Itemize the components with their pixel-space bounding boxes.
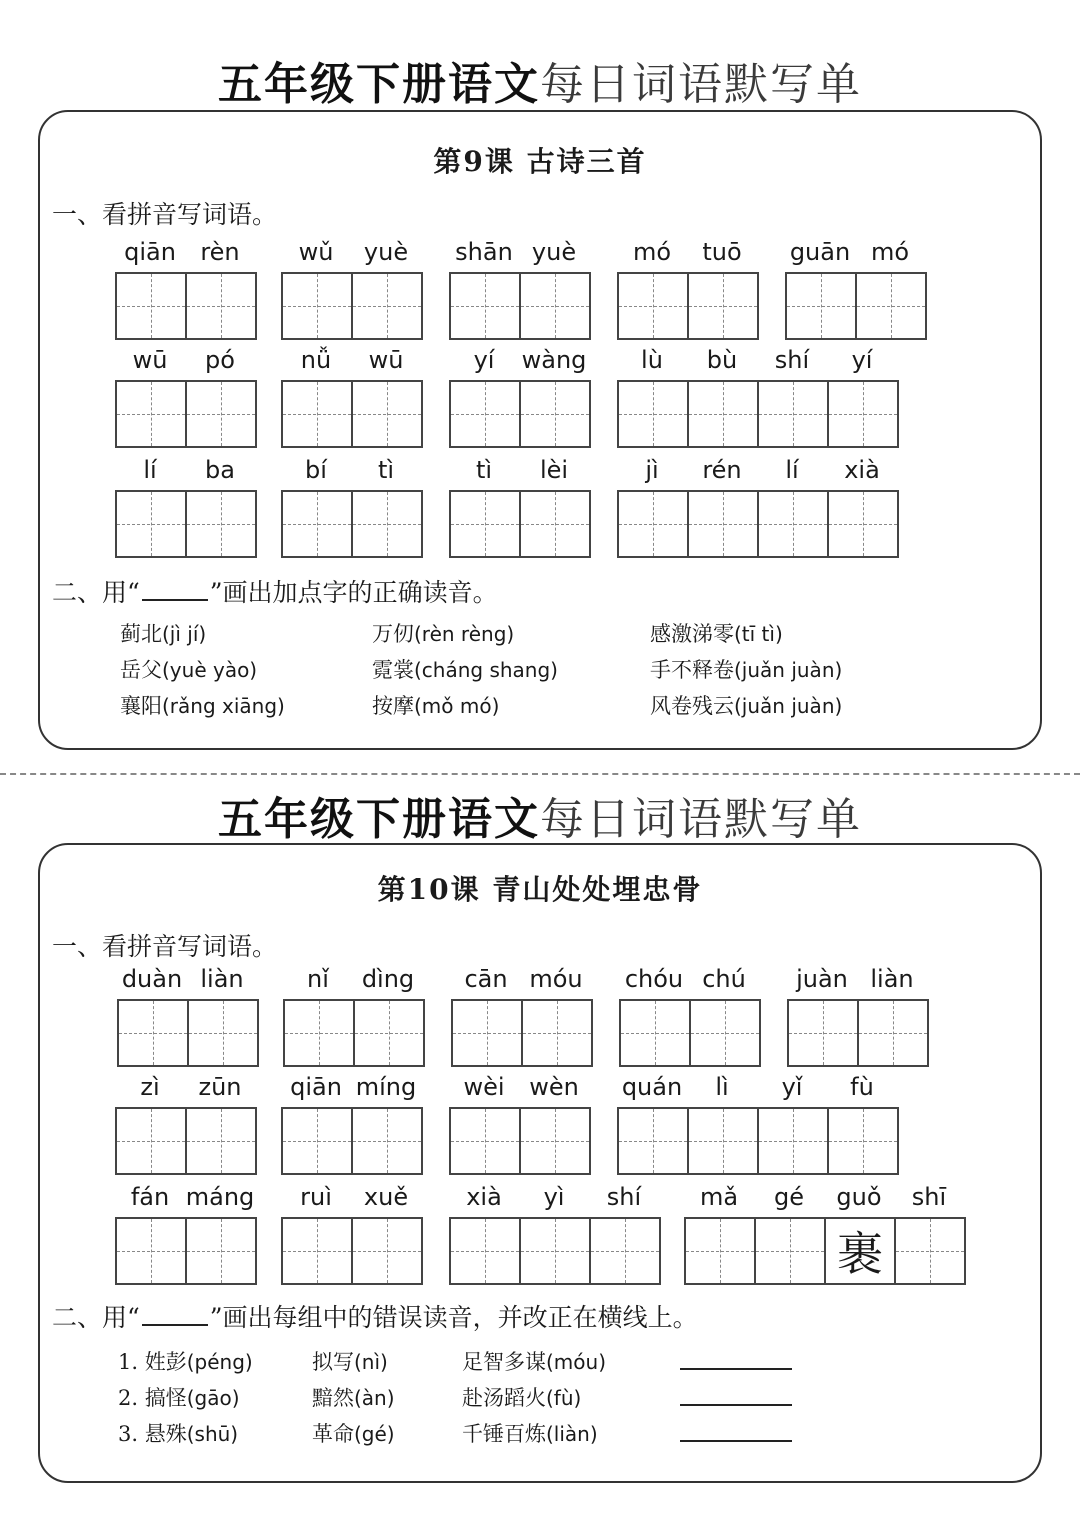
pinyin-syllable: bù xyxy=(706,346,738,374)
pinyin-syllable: quán xyxy=(621,1073,683,1101)
reading-item xyxy=(120,654,257,684)
pinyin-label xyxy=(281,1183,421,1213)
reading-item xyxy=(462,1418,598,1448)
writing-cell[interactable] xyxy=(829,1109,897,1173)
writing-cell[interactable] xyxy=(451,382,521,446)
answer-line[interactable] xyxy=(680,1404,792,1406)
writing-cell[interactable] xyxy=(187,382,255,446)
word-box xyxy=(281,456,423,558)
pinyin-syllable: tuō xyxy=(702,238,742,266)
word-box xyxy=(281,346,423,448)
pinyin-syllable: wèn xyxy=(529,1073,579,1101)
writing-cell[interactable] xyxy=(353,1219,421,1283)
pinyin-syllable: liàn xyxy=(870,965,914,993)
item-pinyin[interactable]: (gé) xyxy=(354,1422,395,1446)
word-box xyxy=(449,1073,591,1175)
writing-cell[interactable] xyxy=(689,274,757,338)
tianzige-grid xyxy=(617,490,899,558)
section-2-suffix: ”画出加点字的正确读音。 xyxy=(209,578,498,607)
item-word: 2. 搞怪 xyxy=(118,1386,187,1410)
filled-character: 裹 xyxy=(826,1219,894,1283)
pinyin-label xyxy=(449,238,589,268)
word-box xyxy=(451,965,593,1067)
pinyin-syllable: pó xyxy=(205,346,235,374)
pinyin-syllable: qiān xyxy=(290,1073,342,1101)
reading-item xyxy=(120,618,206,648)
writing-cell[interactable] xyxy=(119,1001,189,1065)
pinyin-syllable: shān xyxy=(455,238,513,266)
pinyin-syllable: tì xyxy=(475,456,493,484)
word-box xyxy=(115,238,257,340)
pinyin-syllable: nǚ xyxy=(300,346,332,374)
pinyin-syllable: fán xyxy=(130,1183,170,1211)
item-word: 按摩 xyxy=(372,694,414,718)
tianzige-grid xyxy=(449,490,591,558)
reading-item xyxy=(120,690,285,720)
tianzige-grid xyxy=(115,1107,257,1175)
tianzige-grid xyxy=(617,1107,899,1175)
pinyin-syllable: xià xyxy=(466,1183,502,1211)
writing-cell[interactable] xyxy=(521,1109,589,1173)
word-box xyxy=(281,1183,423,1285)
lesson-title-1: 第9课 古诗三首 xyxy=(433,145,647,178)
writing-cell[interactable] xyxy=(451,492,521,556)
writing-cell[interactable] xyxy=(619,274,689,338)
page-title-2 xyxy=(0,783,1080,847)
item-pinyin[interactable]: (juǎn juàn) xyxy=(734,694,843,718)
reading-item xyxy=(372,618,514,648)
tianzige-grid xyxy=(281,272,423,340)
word-box xyxy=(449,456,591,558)
pinyin-syllable: yuè xyxy=(363,238,409,266)
pinyin-syllable: bí xyxy=(305,456,327,484)
reading-item xyxy=(118,1382,240,1412)
pinyin-syllable: dìng xyxy=(361,965,415,993)
section-2-prefix: 二、用“ xyxy=(52,1303,140,1332)
tianzige-grid xyxy=(449,272,591,340)
reading-item xyxy=(462,1346,606,1376)
word-box xyxy=(617,1073,899,1175)
writing-cell[interactable] xyxy=(187,1109,255,1173)
writing-cell[interactable] xyxy=(355,1001,423,1065)
writing-cell[interactable] xyxy=(117,1109,187,1173)
pinyin-label xyxy=(617,456,897,486)
item-word: 万仞 xyxy=(372,622,414,646)
item-word: 赴汤蹈火 xyxy=(462,1386,546,1410)
tianzige-grid xyxy=(115,272,257,340)
pinyin-syllable: mó xyxy=(870,238,910,266)
writing-cell[interactable] xyxy=(521,492,589,556)
item-pinyin[interactable]: (cháng shang) xyxy=(414,658,558,682)
writing-cell[interactable] xyxy=(117,274,187,338)
word-box xyxy=(684,1183,966,1285)
writing-cell[interactable] xyxy=(689,492,759,556)
pinyin-syllable: guǒ xyxy=(836,1183,882,1211)
writing-cell[interactable] xyxy=(521,274,589,338)
tianzige-grid xyxy=(281,490,423,558)
reading-item xyxy=(650,654,842,684)
pinyin-syllable: rén xyxy=(702,456,742,484)
pinyin-syllable: wǔ xyxy=(298,238,334,266)
item-word: 革命 xyxy=(312,1422,354,1446)
item-pinyin[interactable]: (rǎng xiāng) xyxy=(162,694,285,718)
pinyin-syllable: lù xyxy=(641,346,663,374)
tianzige-grid xyxy=(449,380,591,448)
pinyin-label xyxy=(115,346,255,376)
writing-cell[interactable] xyxy=(451,1109,521,1173)
pinyin-syllable: gé xyxy=(774,1183,804,1211)
reading-item xyxy=(462,1382,581,1412)
reading-item xyxy=(312,1346,388,1376)
pinyin-syllable: tì xyxy=(377,456,395,484)
pinyin-syllable: lí xyxy=(785,456,799,484)
title-light: 每日词语默写单 xyxy=(540,59,862,110)
pinyin-syllable: fù xyxy=(850,1073,874,1101)
pinyin-syllable: mǎ xyxy=(699,1183,739,1211)
writing-cell[interactable] xyxy=(829,382,897,446)
word-box xyxy=(115,346,257,448)
word-box xyxy=(115,1183,257,1285)
item-pinyin[interactable]: (péng) xyxy=(186,1350,253,1374)
pinyin-label xyxy=(684,1183,964,1213)
pinyin-syllable: móu xyxy=(529,965,583,993)
pinyin-syllable: lì xyxy=(715,1073,729,1101)
item-pinyin[interactable]: (nì) xyxy=(354,1350,388,1374)
writing-cell[interactable] xyxy=(285,1001,355,1065)
tianzige-grid xyxy=(281,1107,423,1175)
pinyin-label xyxy=(449,1183,659,1213)
writing-cell[interactable] xyxy=(353,274,421,338)
item-pinyin[interactable]: (gāo) xyxy=(186,1386,240,1410)
pinyin-syllable: zì xyxy=(140,1073,160,1101)
pinyin-label xyxy=(617,1073,897,1103)
reading-item xyxy=(312,1418,395,1448)
pinyin-syllable: mó xyxy=(632,238,672,266)
pinyin-syllable: nǐ xyxy=(307,965,329,993)
tianzige-grid xyxy=(115,1217,257,1285)
tianzige-grid xyxy=(617,380,899,448)
word-box xyxy=(115,456,257,558)
tianzige-grid xyxy=(785,272,927,340)
pinyin-syllable: chóu xyxy=(624,965,684,993)
title-bold: 五年级下册语文 xyxy=(218,59,540,110)
pinyin-syllable: yì xyxy=(543,1183,565,1211)
pinyin-syllable: yǐ xyxy=(781,1073,803,1101)
title-light: 每日词语默写单 xyxy=(540,794,862,845)
section-2-suffix: ”画出每组中的错误读音，并改正在横线上。 xyxy=(209,1303,698,1332)
pinyin-syllable: máng xyxy=(185,1183,255,1211)
word-box xyxy=(115,1073,257,1175)
answer-line[interactable] xyxy=(680,1440,792,1442)
pinyin-syllable: shí xyxy=(774,346,810,374)
item-word: 足智多谋 xyxy=(462,1350,546,1374)
pinyin-syllable: duàn xyxy=(121,965,183,993)
cut-line xyxy=(0,773,1080,775)
item-pinyin[interactable]: (àn) xyxy=(354,1386,395,1410)
reading-item xyxy=(372,654,558,684)
reading-item xyxy=(312,1382,395,1412)
writing-cell[interactable] xyxy=(117,1219,187,1283)
writing-cell[interactable] xyxy=(521,1219,591,1283)
tianzige-grid xyxy=(281,1217,423,1285)
word-box xyxy=(117,965,259,1067)
writing-cell[interactable] xyxy=(523,1001,591,1065)
pinyin-syllable: guān xyxy=(789,238,851,266)
pinyin-syllable: yuè xyxy=(531,238,577,266)
writing-cell[interactable] xyxy=(189,1001,257,1065)
item-word: 霓裳 xyxy=(372,658,414,682)
writing-cell[interactable] xyxy=(691,1001,759,1065)
pinyin-syllable: zūn xyxy=(198,1073,242,1101)
item-pinyin[interactable]: (juǎn juàn) xyxy=(734,658,843,682)
pinyin-syllable: ba xyxy=(205,456,235,484)
writing-cell[interactable] xyxy=(117,492,187,556)
word-box xyxy=(617,456,899,558)
pinyin-label xyxy=(449,1073,589,1103)
pinyin-label xyxy=(785,238,925,268)
word-box xyxy=(619,965,761,1067)
pinyin-syllable: lèi xyxy=(539,456,569,484)
pinyin-syllable: xuě xyxy=(363,1183,409,1211)
pinyin-syllable: cān xyxy=(464,965,508,993)
writing-cell[interactable] xyxy=(619,492,689,556)
writing-cell[interactable] xyxy=(857,274,925,338)
writing-cell[interactable] xyxy=(187,492,255,556)
pinyin-label xyxy=(117,965,257,995)
pinyin-syllable: ruì xyxy=(300,1183,332,1211)
writing-cell[interactable] xyxy=(689,382,759,446)
pinyin-label xyxy=(617,346,897,376)
writing-cell[interactable] xyxy=(283,1109,353,1173)
writing-cell[interactable] xyxy=(896,1219,964,1283)
tianzige-grid xyxy=(117,999,259,1067)
pinyin-syllable: míng xyxy=(355,1073,417,1101)
pinyin-syllable: chú xyxy=(702,965,746,993)
writing-cell[interactable] xyxy=(283,492,353,556)
item-pinyin[interactable]: (tī tì) xyxy=(734,622,783,646)
writing-cell[interactable] xyxy=(353,382,421,446)
writing-cell[interactable] xyxy=(453,1001,523,1065)
tianzige-grid xyxy=(449,1107,591,1175)
item-pinyin[interactable]: (mǒ mó) xyxy=(414,694,500,718)
section-2-heading xyxy=(52,573,498,609)
word-box xyxy=(617,346,899,448)
tianzige-grid xyxy=(283,999,425,1067)
writing-cell[interactable] xyxy=(187,274,255,338)
item-word: 感激涕零 xyxy=(650,622,734,646)
tianzige-grid xyxy=(619,999,761,1067)
item-pinyin[interactable]: (fù) xyxy=(546,1386,582,1410)
pinyin-syllable: wū xyxy=(132,346,168,374)
writing-cell[interactable] xyxy=(759,492,829,556)
pinyin-label xyxy=(115,1073,255,1103)
item-word: 3. 悬殊 xyxy=(118,1422,187,1446)
writing-cell[interactable] xyxy=(859,1001,927,1065)
writing-cell[interactable] xyxy=(591,1219,659,1283)
writing-cell[interactable] xyxy=(451,1219,521,1283)
writing-cell[interactable] xyxy=(826,1219,896,1283)
pinyin-label xyxy=(449,346,589,376)
pinyin-syllable: shī xyxy=(911,1183,947,1211)
writing-cell[interactable] xyxy=(619,1109,689,1173)
pinyin-syllable: lí xyxy=(143,456,157,484)
writing-cell[interactable] xyxy=(521,382,589,446)
pinyin-label xyxy=(281,456,421,486)
tianzige-grid xyxy=(787,999,929,1067)
underline-sample xyxy=(142,599,208,601)
pinyin-syllable: jì xyxy=(645,456,659,484)
pinyin-syllable: xià xyxy=(844,456,880,484)
word-box xyxy=(281,238,423,340)
writing-cell[interactable] xyxy=(829,492,897,556)
item-word: 千锤百炼 xyxy=(462,1422,546,1446)
item-pinyin[interactable]: (rèn rèng) xyxy=(414,622,515,646)
word-box xyxy=(617,238,759,340)
writing-cell[interactable] xyxy=(621,1001,691,1065)
writing-cell[interactable] xyxy=(619,382,689,446)
pinyin-syllable: juàn xyxy=(796,965,848,993)
word-box xyxy=(449,1183,661,1285)
pinyin-label xyxy=(115,1183,255,1213)
writing-cell[interactable] xyxy=(283,382,353,446)
pinyin-syllable: yí xyxy=(473,346,495,374)
item-word: 风卷残云 xyxy=(650,694,734,718)
tianzige-grid xyxy=(684,1217,966,1285)
pinyin-syllable: liàn xyxy=(200,965,244,993)
title-bold: 五年级下册语文 xyxy=(218,794,540,845)
section-2-heading xyxy=(52,1298,698,1334)
reading-item xyxy=(118,1418,238,1448)
pinyin-label xyxy=(617,238,757,268)
tianzige-grid xyxy=(115,490,257,558)
pinyin-syllable: yí xyxy=(851,346,873,374)
answer-line[interactable] xyxy=(680,1368,792,1370)
item-word: 拟写 xyxy=(312,1350,354,1374)
writing-cell[interactable] xyxy=(353,1109,421,1173)
pinyin-syllable: qiān xyxy=(124,238,176,266)
writing-cell[interactable] xyxy=(117,382,187,446)
word-box xyxy=(283,965,425,1067)
underline-sample xyxy=(142,1324,208,1326)
writing-cell[interactable] xyxy=(353,492,421,556)
item-word: 蓟北 xyxy=(120,622,162,646)
page-title-1 xyxy=(0,48,1080,112)
writing-cell[interactable] xyxy=(759,382,829,446)
section-1-heading: 一、看拼音写词语。 xyxy=(52,932,278,961)
pinyin-label xyxy=(115,238,255,268)
writing-cell[interactable] xyxy=(689,1109,759,1173)
reading-item xyxy=(118,1346,253,1376)
writing-cell[interactable] xyxy=(283,1219,353,1283)
pinyin-syllable: rèn xyxy=(200,238,240,266)
word-box xyxy=(785,238,927,340)
writing-cell[interactable] xyxy=(789,1001,859,1065)
word-box xyxy=(787,965,929,1067)
writing-cell[interactable] xyxy=(187,1219,255,1283)
pinyin-label xyxy=(115,456,255,486)
pinyin-syllable: shí xyxy=(606,1183,642,1211)
pinyin-label xyxy=(451,965,591,995)
lesson-title-2: 第10课 青山处处埋忠骨 xyxy=(377,873,703,906)
section-2-prefix: 二、用“ xyxy=(52,578,140,607)
tianzige-grid xyxy=(451,999,593,1067)
word-box xyxy=(449,346,591,448)
tianzige-grid xyxy=(115,380,257,448)
writing-cell[interactable] xyxy=(756,1219,826,1283)
tianzige-grid xyxy=(449,1217,661,1285)
pinyin-label xyxy=(281,346,421,376)
pinyin-label xyxy=(283,965,423,995)
writing-cell[interactable] xyxy=(686,1219,756,1283)
item-pinyin[interactable]: (móu) xyxy=(546,1350,606,1374)
writing-cell[interactable] xyxy=(283,274,353,338)
pinyin-label xyxy=(449,456,589,486)
item-word: 手不释卷 xyxy=(650,658,734,682)
item-pinyin[interactable]: (liàn) xyxy=(546,1422,598,1446)
pinyin-label xyxy=(619,965,759,995)
item-word: 襄阳 xyxy=(120,694,162,718)
item-word: 黯然 xyxy=(312,1386,354,1410)
tianzige-grid xyxy=(617,272,759,340)
reading-item xyxy=(650,618,783,648)
pinyin-syllable: wū xyxy=(368,346,404,374)
item-word: 1. 姓彭 xyxy=(118,1350,187,1374)
item-word: 岳父 xyxy=(120,658,162,682)
reading-item xyxy=(372,690,499,720)
reading-item xyxy=(650,690,842,720)
word-box xyxy=(281,1073,423,1175)
pinyin-label xyxy=(281,238,421,268)
section-1-heading: 一、看拼音写词语。 xyxy=(52,200,278,229)
pinyin-syllable: wèi xyxy=(463,1073,505,1101)
pinyin-syllable: wàng xyxy=(521,346,587,374)
item-pinyin[interactable]: (jì jí) xyxy=(162,622,207,646)
pinyin-label xyxy=(787,965,927,995)
writing-cell[interactable] xyxy=(759,1109,829,1173)
tianzige-grid xyxy=(281,380,423,448)
writing-cell[interactable] xyxy=(451,274,521,338)
word-box xyxy=(449,238,591,340)
item-pinyin[interactable]: (yuè yào) xyxy=(162,658,258,682)
item-pinyin[interactable]: (shū) xyxy=(186,1422,239,1446)
pinyin-label xyxy=(281,1073,421,1103)
writing-cell[interactable] xyxy=(787,274,857,338)
